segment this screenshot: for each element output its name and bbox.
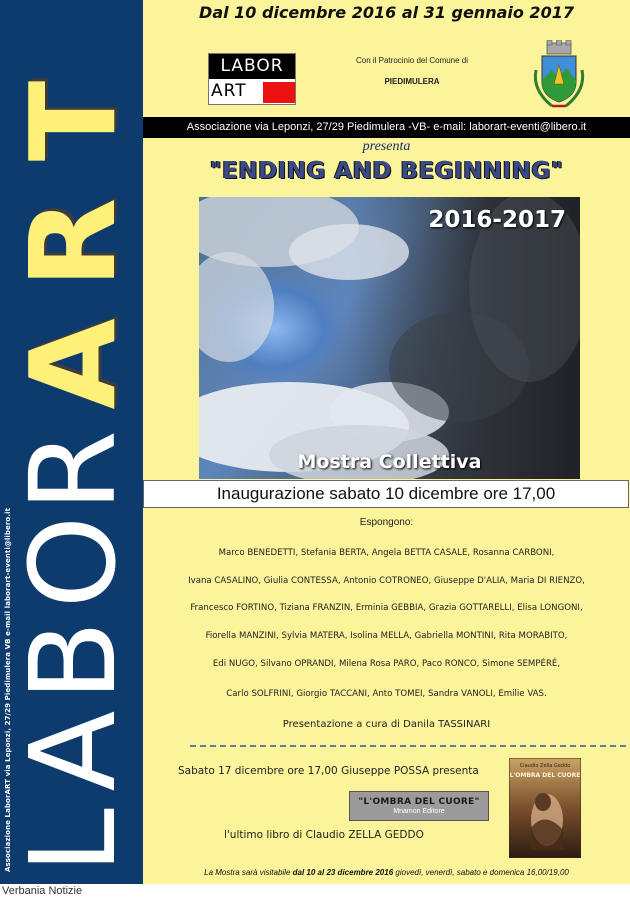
source-credit: Verbania Notizie [2,885,83,897]
book-publisher: Mnamon Editore [393,808,445,815]
sidebar-letter-r: R [4,430,142,512]
presenta-label: presenta [362,139,411,154]
sidebar-vertical-text: Associazione LaborART via Leponzi, 27/29 Piedimulera VB e-mail laborart-eventi@libero.it [4,507,12,873]
espongono-label: Espongono: [359,517,414,528]
book-cover-image [509,758,581,858]
dashed-divider [190,745,626,747]
artist-line: Fiorella MANZINI, Sylvia MATERA, Isolina MELLA, Gabriella MONTINI, Rita MORABITO, [205,631,568,641]
laborart-logo [208,53,296,105]
artist-line: Marco BENEDETTI, Stefania BERTA, Angela BETTA CASALE, Rosanna CARBONI, [218,548,555,558]
book-cover-title: L'OMBRA DEL CUORE [509,772,581,779]
artist-line: Ivana CASALINO, Giulia CONTESSA, Antonio COTRONEO, Giuseppe D'ALIA, Maria DI RIENZO, [188,576,585,586]
book-author-line: l'ultimo libro di Claudio ZELLA GEDDO [224,829,424,841]
logo-red-block [263,82,295,103]
logo-labor-text: LABOR [209,54,295,79]
sidebar-letter-a: A [4,710,142,792]
artist-line: Edi NUGO, Silvano OPRANDI, Milena Rosa PARO, Paco RONCO, Simone SEMPÉRÉ, [212,659,561,669]
visiting-hours [143,868,630,877]
artist-line: Carlo SOLFRINI, Giorgio TACCANI, Anto TOMEI, Sandra VANOLI, Emilie VAS. [226,689,547,699]
sidebar-letter-o: O [4,515,142,609]
book-title: "L'OMBRA DEL CUORE" [358,797,480,807]
artist-line: Francesco FORTINO, Tiziana FRANZIN, Erminia GEBBIA, Grazia GOTTARELLI, Elisa LONGONI, [190,603,583,613]
municipal-crest-icon [530,40,588,112]
visiting-suffix: giovedì, venerdì, sabato e domenica 16,00/19,00 [395,868,569,877]
book-cover-author: Claudio Zella Geddo [519,763,571,769]
inauguration-box: Inaugurazione sabato 10 dicembre ore 17,00 [143,480,629,508]
book-title-box [349,791,489,821]
sidebar-letter-a2: A [4,318,142,410]
sidebar-letter-b: B [4,620,142,702]
exhibition-dates: Dal 10 dicembre 2016 al 31 gennaio 2017 [199,3,574,22]
municipality-name: PIEDIMULERA [384,77,440,86]
exhibition-title: "ENDING AND BEGINNING" [209,158,564,184]
sky-clouds-image [199,197,580,479]
logo-art-text: ART [211,81,247,101]
book-event-line: Sabato 17 dicembre ore 17,00 Giuseppe POSSA presenta [178,765,479,777]
contact-bar: Associazione via Leponzi, 27/29 Piedimulera -VB- e-mail: laborart-eventi@libero.it [143,117,630,138]
visiting-prefix: La Mostra sarà visitabile [204,868,291,877]
curator-line: Presentazione a cura di Danila TASSINARI [282,719,491,730]
photo-year: 2016-2017 [428,207,566,233]
sidebar-letter-r2: R [4,197,142,289]
sky-photo [199,197,580,479]
book-cover [509,758,581,858]
photo-caption: Mostra Collettiva [297,451,482,473]
patronage [322,56,502,86]
visiting-dates: dal 10 al 23 dicembre 2016 [292,868,394,877]
sidebar-letter-l: L [4,808,142,874]
sidebar-letter-t: T [4,80,142,162]
sidebar [0,0,143,884]
patronage-line: Con il Patrocinio del Comune di [355,56,469,65]
